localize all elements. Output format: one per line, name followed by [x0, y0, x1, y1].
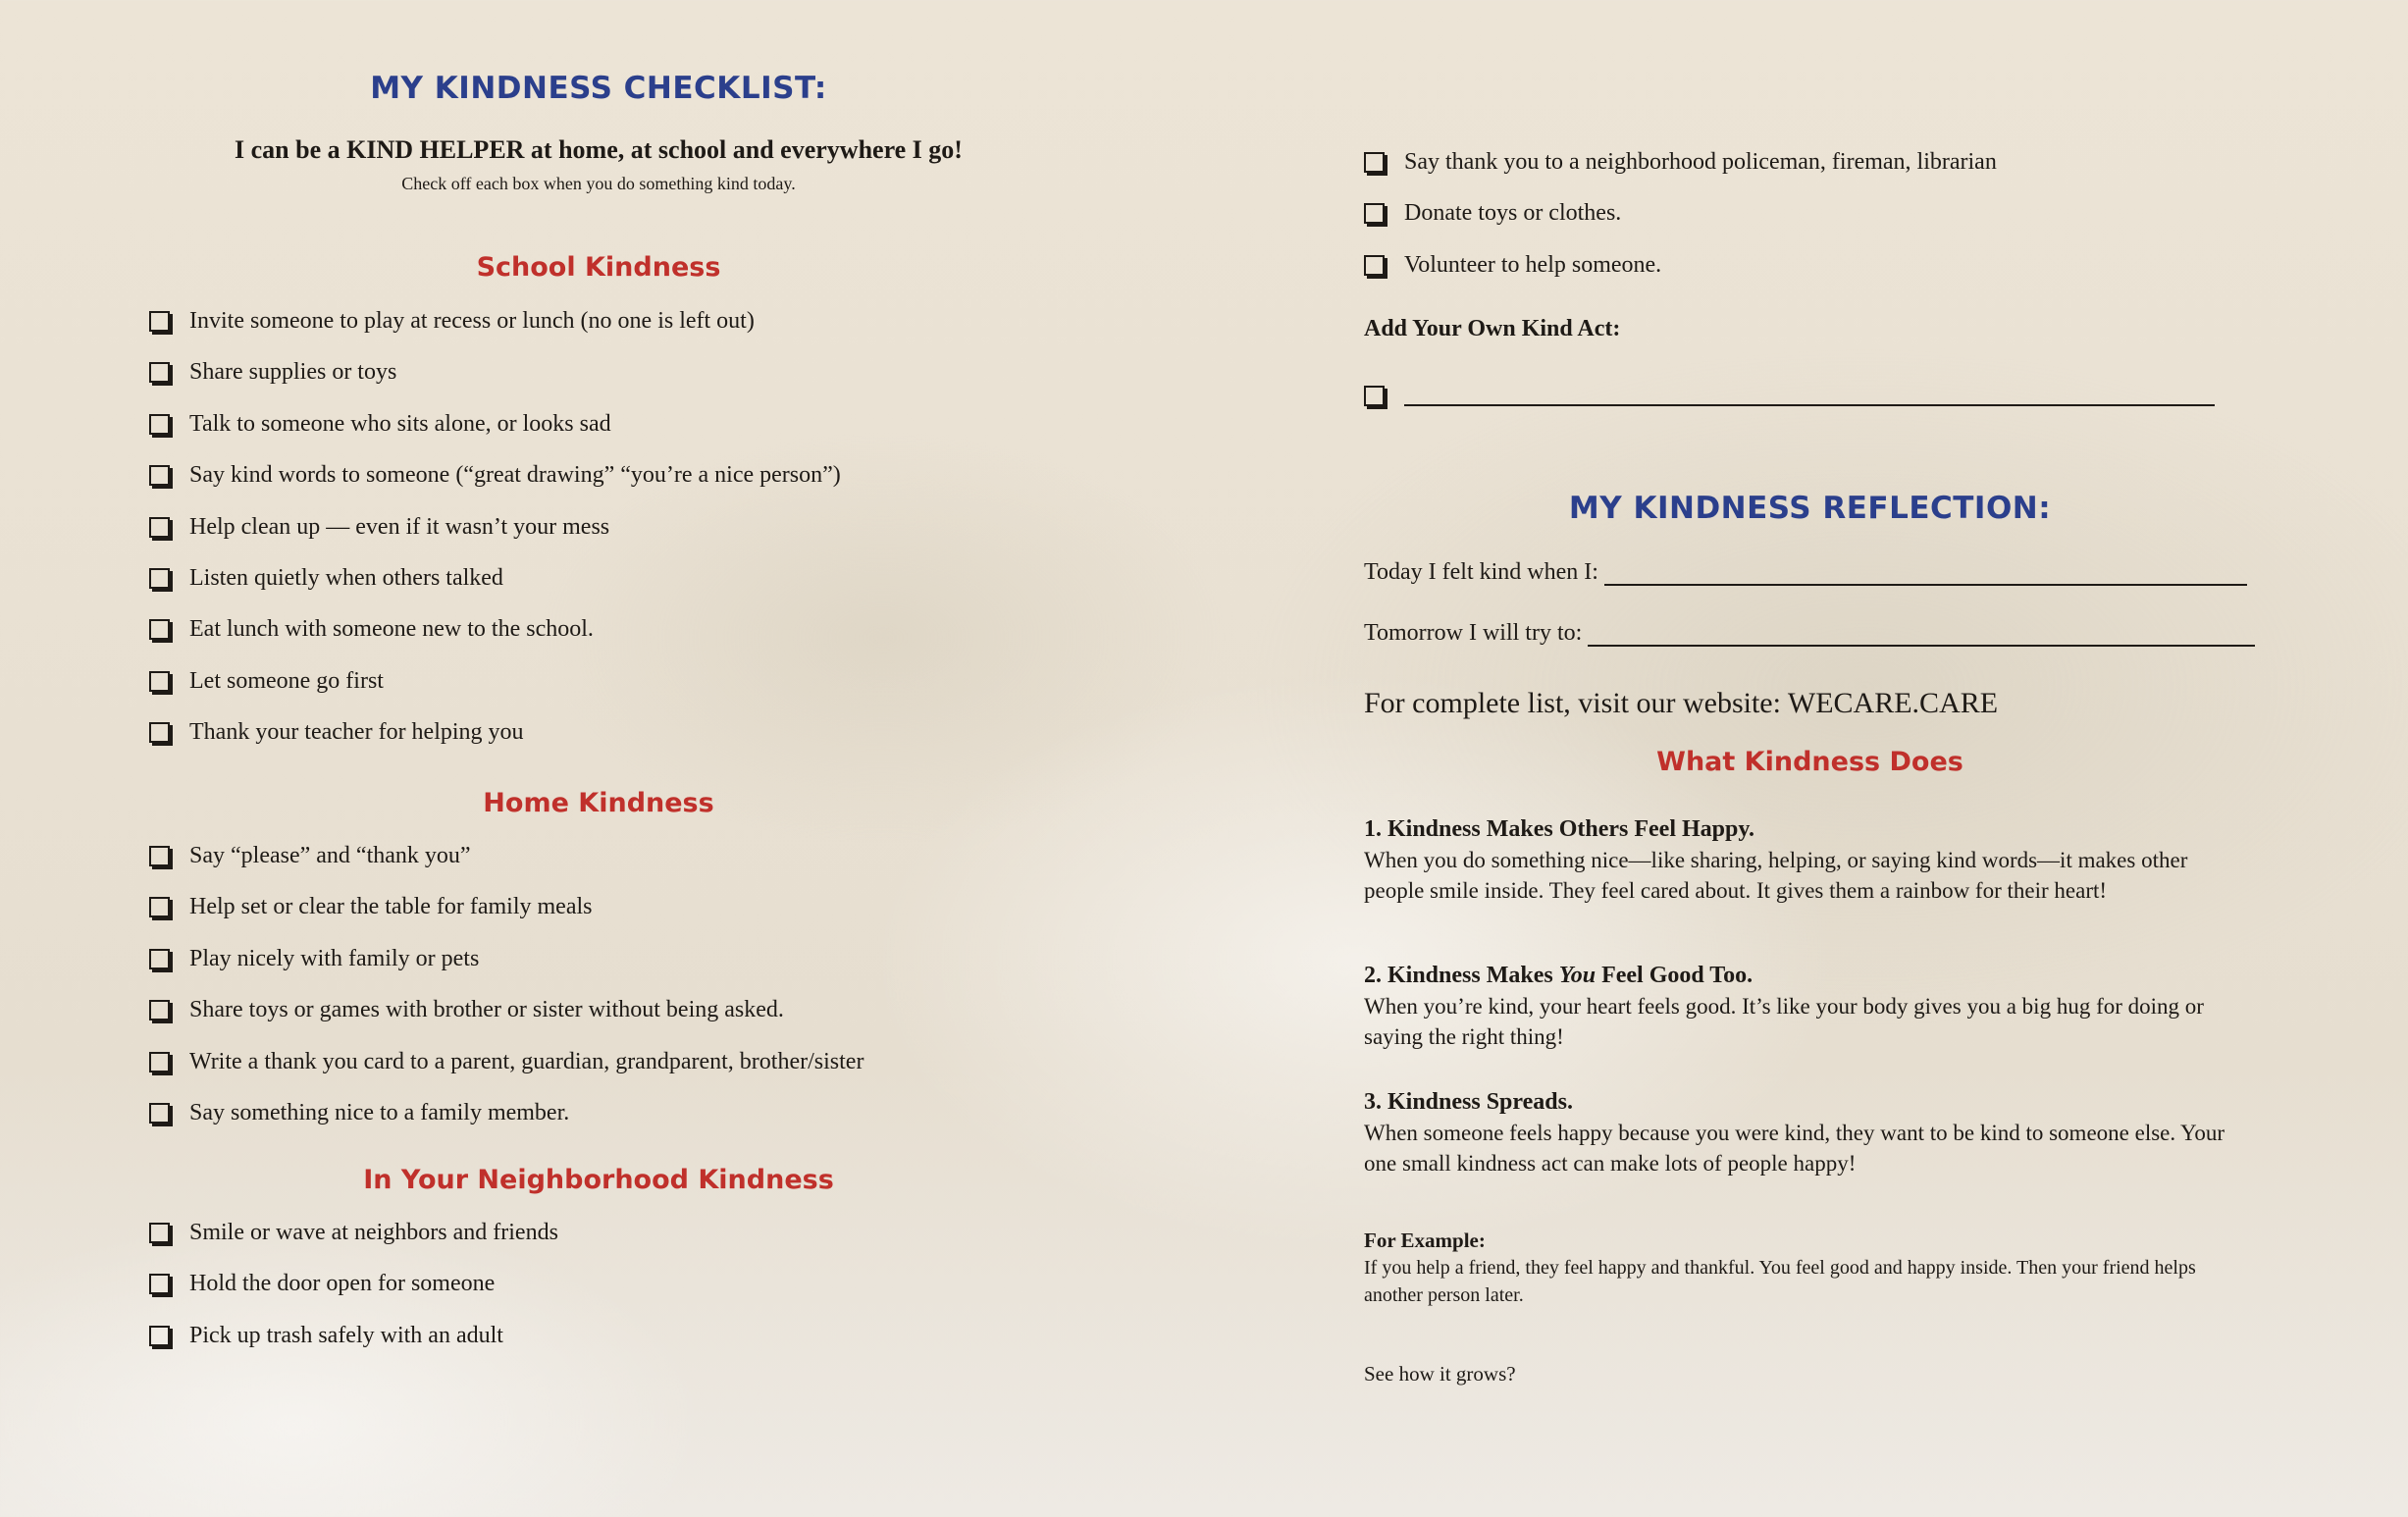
- checkbox-icon[interactable]: [149, 311, 170, 332]
- checklist-item-label: Say something nice to a family member.: [189, 1099, 570, 1125]
- checkbox-icon[interactable]: [149, 897, 170, 917]
- point-2: [1364, 961, 2247, 1052]
- checkbox-icon[interactable]: [149, 1000, 170, 1020]
- checklist-item[interactable]: [149, 357, 1170, 408]
- see-how-text: See how it grows?: [1364, 1362, 1516, 1386]
- point-3: [1364, 1087, 2247, 1178]
- example-heading: For Example:: [1364, 1229, 1486, 1252]
- checklist-title: MY KINDNESS CHECKLIST:: [370, 71, 827, 106]
- checkbox-icon[interactable]: [1364, 152, 1385, 173]
- checklist-item[interactable]: [1364, 250, 2345, 301]
- checklist-item-label: Say “please” and “thank you”: [189, 843, 471, 868]
- checkbox-icon[interactable]: [1364, 203, 1385, 224]
- checklist-item-label: Play nicely with family or pets: [189, 945, 480, 971]
- tomorrow-blank[interactable]: [1588, 623, 2255, 647]
- checklist-item-label: Eat lunch with someone new to the school.: [189, 616, 594, 643]
- today-label: Today I felt kind when I:: [1364, 559, 1598, 585]
- what-kindness-does-heading: What Kindness Does: [1656, 747, 1963, 777]
- checkbox-icon[interactable]: [1364, 386, 1385, 406]
- point-1-heading: 1. Kindness Makes Others Feel Happy.: [1364, 816, 1755, 842]
- checklist-item[interactable]: [149, 995, 1170, 1046]
- checkbox-icon[interactable]: [149, 1052, 170, 1072]
- checklist-item[interactable]: [149, 944, 1170, 995]
- checklist-item[interactable]: [149, 1047, 1170, 1098]
- checklist-item[interactable]: [149, 841, 1170, 892]
- example-body: If you help a friend, they feel happy and thankful. You feel good and happy inside. Then your friend helps another person later.: [1364, 1257, 2196, 1306]
- checkbox-icon[interactable]: [149, 568, 170, 589]
- add-own-act-row[interactable]: [1364, 381, 2215, 406]
- neighborhood-checklist: [149, 1218, 1170, 1372]
- website-text: For complete list, visit our website: WECARE.CARE: [1364, 687, 1999, 719]
- checklist-item[interactable]: [149, 1098, 1170, 1149]
- home-kindness-heading: Home Kindness: [483, 788, 714, 818]
- checklist-item-label: Say kind words to someone (“great drawing” “you’re a nice person”): [189, 462, 841, 489]
- checklist-item-label: Share supplies or toys: [189, 359, 397, 386]
- checklist-item[interactable]: [149, 1269, 1170, 1320]
- intro-text: I can be a KIND HELPER at home, at school and everywhere I go!: [235, 135, 963, 164]
- neighborhood-kindness-heading: In Your Neighborhood Kindness: [363, 1165, 834, 1195]
- checklist-item[interactable]: [1364, 147, 2345, 198]
- point-2-heading: 2. Kindness Makes You Feel Good Too.: [1364, 963, 1754, 988]
- checkbox-icon[interactable]: [149, 619, 170, 640]
- checklist-item[interactable]: [149, 666, 1170, 717]
- checklist-item-label: Talk to someone who sits alone, or looks sad: [189, 410, 611, 437]
- checklist-item[interactable]: [149, 892, 1170, 943]
- checklist-item-label: Help set or clear the table for family meals: [189, 894, 593, 920]
- checklist-item-label: Listen quietly when others talked: [189, 564, 503, 591]
- checkbox-icon[interactable]: [149, 671, 170, 692]
- checklist-item-label: Smile or wave at neighbors and friends: [189, 1220, 558, 1245]
- checklist-item[interactable]: [149, 614, 1170, 665]
- checkbox-icon[interactable]: [149, 1223, 170, 1243]
- checkbox-icon[interactable]: [149, 949, 170, 969]
- checklist-item[interactable]: [149, 306, 1170, 357]
- checklist-item-label: Invite someone to play at recess or lunch (no one is left out): [189, 308, 755, 334]
- checklist-item-label: Hold the door open for someone: [189, 1271, 496, 1297]
- checklist-item[interactable]: [1364, 198, 2345, 249]
- tomorrow-row[interactable]: [1364, 620, 2255, 647]
- point-2-body: When you’re kind, your heart feels good. It’s like your body gives you a big hug for doing or saying the right thing!: [1364, 994, 2204, 1049]
- checklist-item[interactable]: [149, 1218, 1170, 1269]
- checklist-item-label: Donate toys or clothes.: [1404, 200, 1622, 227]
- checkbox-icon[interactable]: [149, 846, 170, 866]
- checkbox-icon[interactable]: [149, 1274, 170, 1294]
- point-3-heading: 3. Kindness Spreads.: [1364, 1089, 1573, 1115]
- checklist-item-label: Pick up trash safely with an adult: [189, 1322, 503, 1348]
- school-kindness-heading: School Kindness: [476, 252, 721, 283]
- checklist-item[interactable]: [149, 1321, 1170, 1372]
- checklist-item[interactable]: [149, 512, 1170, 563]
- checkbox-icon[interactable]: [149, 362, 170, 383]
- tomorrow-label: Tomorrow I will try to:: [1364, 620, 1583, 646]
- checkbox-icon[interactable]: [149, 1103, 170, 1124]
- checklist-item[interactable]: [149, 409, 1170, 460]
- today-blank[interactable]: [1604, 562, 2247, 586]
- checklist-item[interactable]: [149, 717, 1170, 768]
- checklist-item-label: Let someone go first: [189, 667, 384, 694]
- checkbox-icon[interactable]: [149, 1326, 170, 1346]
- checklist-item-label: Say thank you to a neighborhood policeman, fireman, librarian: [1404, 149, 1997, 175]
- checklist-item-label: Share toys or games with brother or sister without being asked.: [189, 997, 784, 1023]
- school-checklist: [149, 306, 1170, 769]
- point-1-body: When you do something nice—like sharing, helping, or saying kind words—it makes other people smile inside. They feel cared about. It gives them a rainbow for their heart!: [1364, 848, 2188, 903]
- neighborhood-checklist-continued: [1364, 147, 2345, 301]
- instruction-text: Check off each box when you do something kind today.: [401, 174, 796, 193]
- today-row[interactable]: [1364, 559, 2247, 586]
- checklist-item-label: Thank your teacher for helping you: [189, 719, 524, 746]
- checkbox-icon[interactable]: [1364, 255, 1385, 276]
- home-checklist: [149, 841, 1170, 1149]
- add-own-act-blank[interactable]: [1404, 383, 2215, 406]
- checklist-item-label: Volunteer to help someone.: [1404, 251, 1662, 278]
- checklist-item[interactable]: [149, 460, 1170, 511]
- right-page: [1204, 0, 2408, 1517]
- point-1: [1364, 814, 2247, 906]
- reflection-title: MY KINDNESS REFLECTION:: [1568, 491, 2052, 526]
- example-block: [1364, 1227, 2247, 1309]
- checklist-item[interactable]: [149, 563, 1170, 614]
- point-3-body: When someone feels happy because you were kind, they want to be kind to someone else. Your one small kindness act can make lots of people happy!: [1364, 1121, 2225, 1176]
- checkbox-icon[interactable]: [149, 722, 170, 743]
- checkbox-icon[interactable]: [149, 465, 170, 486]
- add-own-act-label: Add Your Own Kind Act:: [1364, 316, 1621, 341]
- checkbox-icon[interactable]: [149, 414, 170, 435]
- checklist-item-label: Write a thank you card to a parent, guardian, grandparent, brother/sister: [189, 1048, 864, 1074]
- checklist-item-label: Help clean up — even if it wasn’t your mess: [189, 513, 610, 540]
- checkbox-icon[interactable]: [149, 517, 170, 538]
